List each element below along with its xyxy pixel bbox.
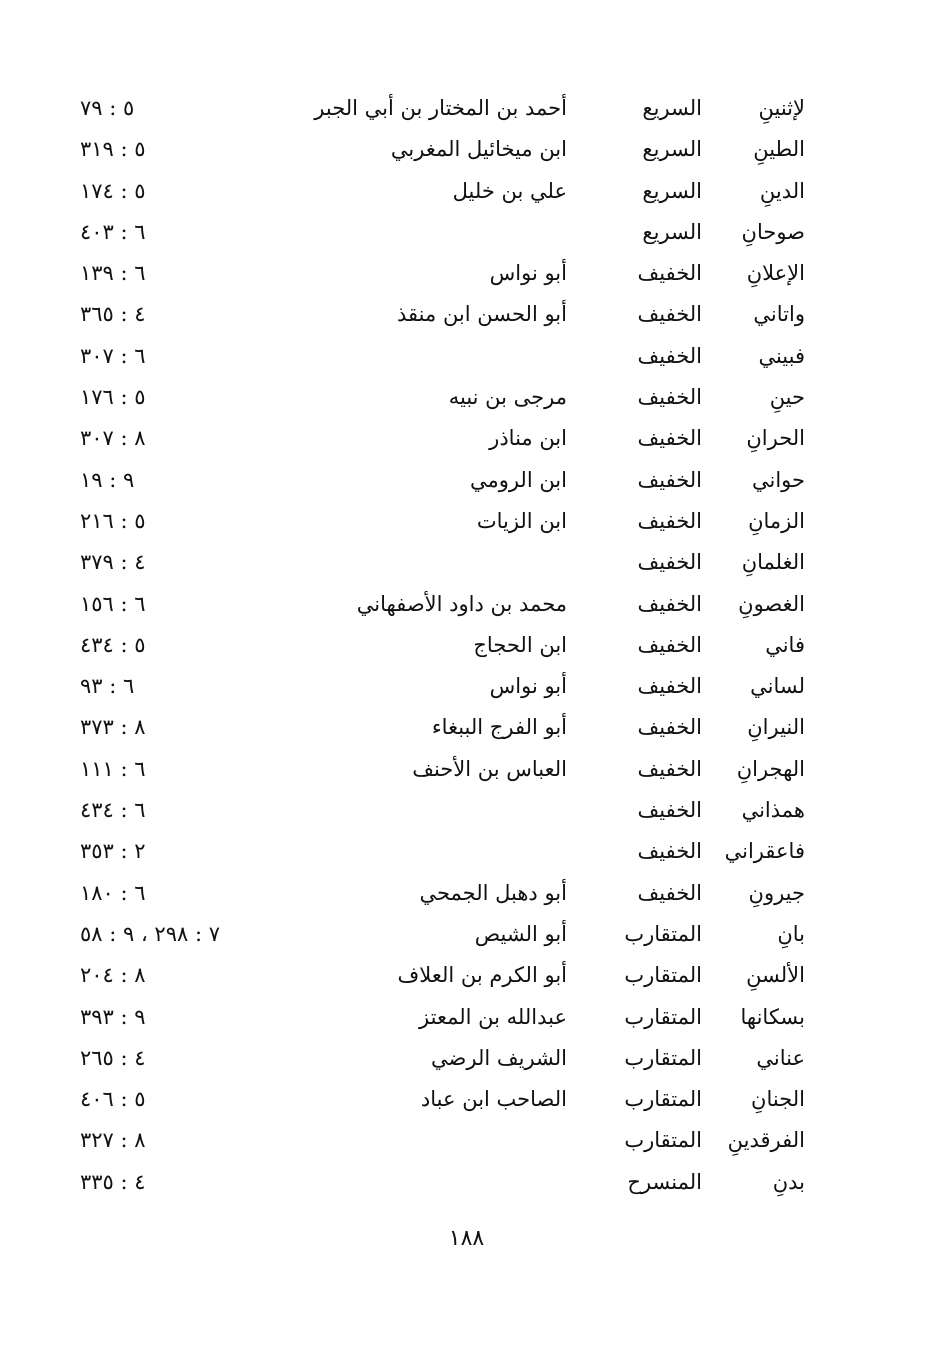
table-row [80, 294, 805, 335]
volume-page-reference: ٥ : ٤٠٦ [80, 1087, 146, 1112]
meter-name: السريع [642, 219, 702, 244]
table-row [80, 1079, 805, 1120]
volume-page-reference: ٦ : ٩٣ [80, 674, 135, 699]
rhyme-word: حينِ [769, 385, 805, 410]
meter-name: السريع [642, 178, 702, 203]
volume-page-reference: ٦ : ١٥٦ [80, 591, 146, 616]
meter-name: الخفيف [637, 798, 702, 823]
volume-page-reference: ٨ : ٣٢٧ [80, 1128, 146, 1153]
rhyme-word: صوحانِ [741, 219, 805, 244]
table-row [80, 418, 805, 459]
rhyme-word: واتاني [753, 302, 805, 327]
meter-name: الخفيف [637, 880, 702, 905]
poet-name: أبو الحسن ابن منقذ [397, 302, 567, 327]
table-row [80, 501, 805, 542]
table-row [80, 212, 805, 253]
meter-name: الخفيف [637, 756, 702, 781]
poet-name: أبو نواس [489, 261, 567, 286]
table-row [80, 584, 805, 625]
rhyme-word: بسكانها [740, 1004, 805, 1029]
rhyme-word: بدنِ [772, 1169, 805, 1194]
table-row [80, 377, 805, 418]
meter-name: المتقارب [624, 1045, 702, 1070]
meter-name: المتقارب [624, 1128, 702, 1153]
volume-page-reference: ٦ : ١٨٠ [80, 880, 146, 905]
volume-page-reference: ٧ : ٢٩٨ ، ٩ : ٥٨ [80, 921, 220, 946]
table-row [80, 1120, 805, 1161]
rhyme-word: الجنانِ [751, 1087, 805, 1112]
volume-page-reference: ٨ : ٣٠٧ [80, 426, 146, 451]
meter-name: المتقارب [624, 921, 702, 946]
poet-name: أبو الشيص [474, 921, 567, 946]
poet-name: ابن مناذر [489, 426, 567, 451]
meter-name: الخفيف [637, 343, 702, 368]
poet-name: مرجى بن نبيه [448, 385, 567, 410]
rhyme-word: الدينِ [759, 178, 805, 203]
rhyme-index-table [80, 88, 805, 1203]
poet-name: أبو نواس [489, 674, 567, 699]
poet-name: أبو الكرم بن العلاف [397, 963, 567, 988]
table-row [80, 1038, 805, 1079]
rhyme-word: الألسنِ [746, 963, 805, 988]
poet-name: ابن الزيات [476, 508, 567, 533]
meter-name: المتقارب [624, 1087, 702, 1112]
meter-name: الخفيف [637, 426, 702, 451]
volume-page-reference: ٤ : ٣٧٩ [80, 550, 146, 575]
table-row [80, 790, 805, 831]
meter-name: السريع [642, 137, 702, 162]
volume-page-reference: ٦ : ٣٠٧ [80, 343, 146, 368]
table-row [80, 129, 805, 170]
rhyme-word: النيرانِ [747, 715, 805, 740]
volume-page-reference: ٦ : ١١١ [80, 756, 146, 781]
volume-page-reference: ٦ : ١٣٩ [80, 261, 146, 286]
poet-name: أحمد بن المختار بن أبي الجبر [314, 96, 567, 120]
volume-page-reference: ٦ : ٤٣٤ [80, 798, 146, 823]
rhyme-word: بانِ [777, 921, 805, 946]
rhyme-word: لإثنينِ [758, 96, 805, 120]
poet-name: ابن ميخائيل المغربي [390, 137, 567, 162]
volume-page-reference: ٩ : ٣٩٣ [80, 1004, 146, 1029]
rhyme-word: الزمانِ [748, 508, 805, 533]
volume-page-reference: ٦ : ٤٠٣ [80, 219, 146, 244]
table-row [80, 460, 805, 501]
meter-name: السريع [642, 96, 702, 120]
poet-name: العباس بن الأحنف [412, 756, 567, 781]
table-row [80, 873, 805, 914]
meter-name: الخفيف [637, 467, 702, 492]
rhyme-word: حواني [751, 467, 805, 492]
volume-page-reference: ٤ : ٣٣٥ [80, 1169, 146, 1194]
meter-name: الخفيف [637, 261, 702, 286]
volume-page-reference: ٥ : ٧٩ [80, 96, 135, 120]
table-row [80, 749, 805, 790]
meter-name: المتقارب [624, 1004, 702, 1029]
volume-page-reference: ٥ : ٣١٩ [80, 137, 146, 162]
rhyme-word: الفرقدينِ [727, 1128, 805, 1153]
table-row [80, 1162, 805, 1203]
rhyme-word: عناني [756, 1045, 805, 1070]
poet-name: عبدالله بن المعتز [419, 1004, 567, 1029]
volume-page-reference: ٤ : ٢٦٥ [80, 1045, 146, 1070]
rhyme-word: لساني [750, 674, 805, 699]
meter-name: الخفيف [637, 632, 702, 657]
volume-page-reference: ٨ : ٢٠٤ [80, 963, 146, 988]
page-number: ١٨٨ [448, 1226, 485, 1251]
meter-name: المنسرح [627, 1169, 702, 1194]
volume-page-reference: ٤ : ٣٦٥ [80, 302, 146, 327]
table-row [80, 171, 805, 212]
table-row [80, 666, 805, 707]
poet-name: ابن الرومي [469, 467, 567, 492]
table-row [80, 542, 805, 583]
rhyme-word: الهجرانِ [736, 756, 805, 781]
table-row [80, 831, 805, 872]
table-row [80, 253, 805, 294]
rhyme-word: الغلمانِ [741, 550, 805, 575]
meter-name: الخفيف [637, 508, 702, 533]
table-row [80, 914, 805, 955]
table-row [80, 997, 805, 1038]
poet-name: أبو دهبل الجمحي [419, 880, 567, 905]
meter-name: الخفيف [637, 550, 702, 575]
rhyme-word: الحرانِ [746, 426, 805, 451]
meter-name: الخفيف [637, 591, 702, 616]
volume-page-reference: ٥ : ٢١٦ [80, 508, 146, 533]
meter-name: الخفيف [637, 302, 702, 327]
rhyme-word: الإعلانِ [746, 261, 805, 286]
table-row [80, 88, 805, 129]
volume-page-reference: ٢ : ٣٥٣ [80, 839, 146, 864]
rhyme-word: الغصونِ [738, 591, 805, 616]
rhyme-word: الطينِ [753, 137, 805, 162]
poet-name: محمد بن داود الأصفهاني [356, 591, 567, 616]
meter-name: الخفيف [637, 385, 702, 410]
poet-name: علي بن خليل [452, 178, 567, 203]
poet-name: الصاحب ابن عباد [420, 1087, 567, 1112]
rhyme-word: فبيني [758, 343, 805, 368]
rhyme-word: فاعقراني [724, 839, 805, 864]
table-row [80, 625, 805, 666]
poet-name: ابن الحجاج [473, 632, 567, 657]
meter-name: الخفيف [637, 674, 702, 699]
volume-page-reference: ٥ : ١٧٤ [80, 178, 146, 203]
meter-name: الخفيف [637, 839, 702, 864]
table-row [80, 955, 805, 996]
rhyme-word: همذاني [741, 798, 805, 823]
meter-name: المتقارب [624, 963, 702, 988]
meter-name: الخفيف [637, 715, 702, 740]
table-row [80, 336, 805, 377]
volume-page-reference: ٥ : ٤٣٤ [80, 632, 146, 657]
rhyme-word: فاني [765, 632, 805, 657]
volume-page-reference: ٥ : ١٧٦ [80, 385, 146, 410]
table-row [80, 707, 805, 748]
volume-page-reference: ٩ : ١٩ [80, 467, 135, 492]
volume-page-reference: ٨ : ٣٧٣ [80, 715, 146, 740]
rhyme-word: جيرونِ [748, 880, 805, 905]
poet-name: الشريف الرضي [431, 1045, 567, 1070]
poet-name: أبو الفرج الببغاء [431, 715, 567, 740]
